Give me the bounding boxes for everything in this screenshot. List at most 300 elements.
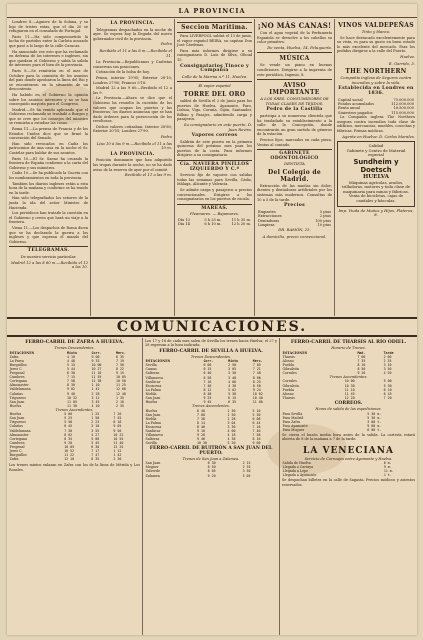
news-paragraph: Han sido revocados en Cadiz los patrocinios de una casa en la noche el Sr. Castelar para hablar de sus asuntos. — [9, 141, 88, 156]
ad-canas-signature: De venta, Huelva, 14, Peluquería. — [267, 44, 332, 50]
table-cell: 10 30 — [344, 383, 355, 388]
column-header: Tarde — [383, 350, 394, 355]
column-ads — [255, 19, 335, 316]
rail-sevilla-up-table — [145, 409, 277, 446]
table-cell: 2 ptas — [319, 214, 331, 219]
table-cell: Niebla — [145, 391, 157, 396]
table-cell: Día 13 — [178, 218, 190, 222]
machinery-ad — [337, 141, 415, 207]
telegram-heading: TELEGRAMAS. — [27, 248, 70, 254]
column-header: ESTACIONES — [9, 350, 35, 355]
machinery-city: HUELVA — [363, 173, 389, 180]
table-cell: 5 15 — [67, 362, 75, 367]
table-cell: 6 h 10 m. — [204, 222, 222, 227]
table-cell: Empastes — [258, 209, 276, 214]
table-cell: 5 30 — [252, 412, 261, 417]
table-cell: 8 48 — [203, 391, 212, 396]
table-cell: 10 27 — [91, 366, 102, 371]
table-cell: 11 10 — [344, 387, 355, 392]
news-paragraph: Viena 11.—Los despachos de Roma dicen que se ha declarado la guerra a los ingleses y que esperan el mando del Gobierno. — [9, 225, 88, 244]
insurance-heading: THE NORTHERN — [345, 68, 407, 76]
steamer-heading: El vapor español — [198, 83, 231, 89]
table-cell: 9 m. — [383, 464, 392, 469]
table-cell: San Juan — [145, 412, 161, 417]
table-cell: 7 00 — [197, 412, 205, 417]
table-cell: 5 00 — [91, 436, 100, 441]
table-cell: Huelva — [145, 408, 158, 413]
table-cell: 5 ptas — [319, 209, 331, 214]
table-cell: 8 05 — [207, 469, 216, 474]
table-cell: Almonaster — [9, 432, 29, 437]
table-cell: 8 16 — [252, 437, 261, 442]
table-cell: 6 30 — [67, 371, 75, 376]
ship-signature: Su consignatario en este puerto, D. Juan Rovira. — [183, 121, 252, 132]
rail-buitron-table — [145, 461, 277, 477]
table-cell: 6 44 — [252, 420, 261, 425]
rail-zafra-sub: Trenes Descendentes. — [54, 346, 95, 351]
table-cell: 6 00 t. — [367, 427, 382, 432]
next-text: Saldrán de este puerto en la primera quincena del próximo mes para los puertos de la costa. Para informes dirigirse a su consignatario. — [177, 139, 252, 158]
table-cell: 10 50 — [115, 379, 126, 384]
veneciana-note: Se despachan billetes en la calle de Sagasta. Precios módicos y asientos reservados. — [282, 478, 415, 487]
table-cell: 8 14 — [197, 420, 205, 425]
mareas-heading: MAREAS. — [201, 205, 228, 211]
table-cell: 12 25 — [113, 444, 124, 449]
next-heading: Vapores correos — [191, 133, 238, 139]
table-cell: Corrales — [282, 371, 297, 376]
table-cell: 7 40 — [203, 383, 212, 388]
column-header: Mixto — [228, 359, 239, 364]
column-maritime — [175, 19, 255, 316]
table-cell: 8 30 — [67, 383, 75, 388]
table-cell: 7 19 — [115, 358, 124, 363]
table-cell: 11 22 — [64, 453, 75, 458]
post-sub: Horas de salida de las expediciones. — [315, 407, 382, 412]
table-cell: 8 46 — [197, 424, 205, 429]
post-heading: CORREOS. — [334, 400, 363, 406]
rail-sevilla-column — [143, 338, 280, 635]
table-cell: Corrales — [282, 379, 297, 384]
table-cell: Calañas — [9, 391, 23, 396]
prices-heading: Precios — [283, 203, 306, 209]
vinos-subheading: Tinto y blanco. — [361, 29, 391, 34]
table-cell: 10 05 — [115, 375, 126, 380]
table-cell: 12 00 — [115, 387, 126, 392]
table-cell: Día 14 — [178, 222, 190, 227]
table-cell: Tharsis — [282, 354, 295, 359]
table-cell: Camas — [145, 367, 157, 372]
table-cell: 10 00 — [91, 362, 102, 367]
table-cell: 4 00 — [227, 428, 236, 433]
divider — [177, 204, 252, 205]
column-header: Corr. — [91, 350, 102, 355]
news-paragraph: Paris 11.—Ha sido comprometido la lucha de partidos entre la Carlota acusado que pasó a lo largo de la calle Caracas. — [9, 34, 88, 48]
table-cell: 2 23 — [91, 420, 100, 425]
table-cell: 5 38 — [228, 391, 237, 396]
column-telegrams — [91, 19, 175, 316]
table-cell: Salteras — [145, 371, 160, 376]
table-cell: 8 10 — [357, 362, 366, 367]
column-header: Merc. — [115, 350, 126, 355]
table-cell: La Palma — [145, 387, 161, 392]
table-cell: 11 00 — [252, 400, 263, 405]
table-cell: 2 50 — [228, 363, 237, 368]
table-cell: 5 25 — [64, 416, 73, 421]
table-cell: 3 00 t. — [367, 419, 382, 424]
table-cell: Burguillos — [9, 453, 27, 458]
news-paragraph: Paris 10.—El Sr. Saenz ha cruzado la frontera de España conforme a la carta del Gobierno y sus ministros. — [9, 156, 88, 170]
divider — [177, 81, 252, 82]
rail-zafra-column — [7, 338, 143, 635]
table-cell: Fregenal — [9, 444, 25, 449]
column-news — [7, 19, 91, 316]
table-cell: 2 00 — [383, 354, 392, 359]
table-cell: 7 16 — [203, 379, 212, 384]
table-cell: Salida de Huelva — [282, 460, 311, 465]
table-cell: San Juan — [145, 461, 161, 466]
table-cell: Escacena — [145, 383, 162, 388]
table-cell: 1 10 — [91, 383, 100, 388]
table-cell: 9 20 — [207, 473, 216, 478]
table-cell: 11 m. — [383, 469, 394, 474]
table-cell: Para Ayamonte — [282, 423, 308, 428]
table-cell: 3 30 — [228, 371, 237, 376]
table-cell: 10 22 — [113, 432, 124, 437]
tail-text: Posición dominante que han adquirido las tropas durante la noche, no se ha dado aviso de la reserva de ayer por el comité. — [93, 158, 172, 172]
table-cell: 112.000.000 — [391, 101, 414, 106]
table-cell: 6 30 — [207, 461, 216, 466]
table-cell: 2 15 — [242, 461, 251, 466]
table-cell: Trigueros — [9, 420, 26, 425]
table-cell: 115.000.000 — [391, 110, 414, 115]
table-cell: 2 10 — [115, 399, 124, 404]
newspaper-page — [7, 4, 417, 635]
telegram-text: De nuestro servicio particular. — [20, 254, 77, 259]
table-cell: 8 12 — [203, 387, 212, 392]
table-cell: 12 38 — [91, 379, 102, 384]
table-cell: 2 35 — [242, 465, 251, 470]
table-cell: 3 48 — [228, 375, 237, 380]
table-cell: 5 30 — [383, 383, 392, 388]
table-cell: 9 48 — [67, 391, 75, 396]
machinery-text: Máquinas agrícolas, arados, trilladoras, motores y toda clase de maquinaria para minas y fábricas. — [341, 179, 411, 194]
table-cell: 5 44 — [67, 366, 75, 371]
table-cell: 3 05 — [228, 367, 237, 372]
rail-tharsis-heading: FERRO-CARRIL DE THARSIS AL RÍO ODIEL. — [290, 340, 407, 345]
table-cell: Niebla — [145, 416, 157, 421]
table-cell: 7 45 — [113, 416, 122, 421]
rail-tharsis-column — [280, 338, 417, 635]
table-cell: Zafra — [9, 354, 19, 359]
telegram-paragraph: Madrid 12 a las 9 60.—Recibido el 12 a las 9. — [93, 86, 172, 95]
maritime-para-1: Para LIVERPOOL saldrá el 13 de junio, el vapor español BEIRA, su capitan Don José Cárdenas. — [177, 34, 252, 48]
table-cell: 10 00 — [344, 379, 355, 384]
news-paragraph: Roma 11.—La prensa de Francia y de los Estados Unidos dice que se firmó la convención del Senado. — [9, 127, 88, 141]
signature-3: Pedro — [160, 134, 172, 140]
table-cell: 10 30 — [197, 441, 207, 446]
timetable-row — [145, 474, 277, 478]
table-cell: 1 42 — [91, 387, 100, 392]
company-text-2: Se admite carga y pasajeros a precios convencionales. Dirigirse a los consignatarios en los puertos de escala. — [177, 188, 252, 202]
table-cell: 9 05 — [113, 424, 122, 429]
table-cell: Puebla — [282, 387, 294, 392]
prices-table — [257, 210, 332, 228]
intro-heading: LA PROVINCIA. — [110, 21, 155, 26]
table-cell: 7 40 — [252, 428, 261, 433]
table-cell: Valdelamusa — [9, 387, 31, 392]
vinos-text: Se hace destacado excelentemente para su vista, es para su gusto en buen estado lo más excelente del mercado. Para los pedidos dirigirse a la calle del Puerto. — [337, 35, 415, 54]
table-cell: 4 18 — [227, 433, 236, 438]
vinos-heading: VINOS VALDEPEÑAS — [338, 22, 414, 29]
notice-subheading: A LOS SRES. CONSUMIDORES DE TODAS CLASES DE TEJIDOS. — [260, 96, 329, 106]
table-cell: 9 50 — [113, 428, 122, 433]
rail-buitron-heading: FERRO-CARRIL DE BUITRÓN A SAN JUAN DEL PUERTO. — [149, 446, 273, 456]
table-cell: Sanlúcar — [145, 428, 161, 433]
ship-text: saldrá de Sevilla el 2 de Junio para los puertos de Huelva, Ayamonte, Faro, Lisboa, Vigo, Coruña, Gijón, Santander, Bilbao y Pasajes, admitiendo carga y pasajeros. — [177, 98, 252, 122]
veneciana-sub: Servicio de Carruajes entre Ayamonte y Huelva. — [304, 456, 393, 461]
table-cell: 5 30 m. — [367, 411, 382, 416]
table-cell: 9 33 — [91, 358, 100, 363]
table-cell: 7 21 — [252, 367, 261, 372]
mareas-subheading: Pleamares. — Bajamares. — [189, 211, 240, 217]
table-cell: 7 15 — [67, 375, 75, 380]
signature-1: Pedro — [160, 41, 172, 47]
table-cell: 9 25 — [203, 396, 212, 401]
divider — [257, 79, 332, 80]
ad-canas-heading: ¡NO MÁS CANAS! — [257, 21, 332, 30]
table-cell: Llegada a Cartaya — [282, 464, 314, 469]
table-cell: 11 30 — [67, 403, 77, 408]
intro-text: Telegramas despachados en la noche de ayer. Se espera hoy la llegada del nuevo gobernador civil de la provincia. — [93, 27, 172, 41]
table-cell: 8 50 — [252, 383, 261, 388]
table-cell: Cumbres — [9, 375, 25, 380]
table-cell: 7 38 — [197, 416, 205, 421]
dentist-subheading: DENTISTA — [284, 161, 305, 167]
table-cell: 6 45 — [383, 391, 392, 396]
table-cell: 6 50 — [207, 465, 216, 470]
table-cell: Valverde — [145, 469, 161, 474]
table-cell: Cortegana — [9, 379, 28, 384]
telegram-paragraph: Prima, interior 19'95; Exterior 28'10; Londres 27'80; Francos 5'18. — [93, 75, 172, 85]
table-cell: 12 10 — [64, 457, 75, 462]
divider — [177, 160, 252, 161]
table-cell: 7 58 — [252, 433, 261, 438]
table-cell: 8 22 — [115, 366, 124, 371]
table-cell: 5 20 — [227, 441, 236, 446]
table-cell: 4 30 — [228, 383, 237, 388]
news-paragraph: Han sido telegrafiados los señores de la junta la ida del señor Ministro de Hacienda. — [9, 196, 88, 210]
table-cell: Extracciones — [258, 214, 282, 219]
table-cell: Siniestros pagados — [338, 110, 373, 115]
table-cell: 6 35 — [115, 354, 124, 359]
column-header: Mixto — [67, 350, 77, 355]
table-cell: 9 45 — [203, 400, 212, 405]
rail-tharsis-sub-2: Trenes Ascendentes. — [329, 375, 368, 380]
maritime-heading: Seccion Marítima. — [177, 22, 252, 33]
table-cell: 7 48 — [252, 371, 261, 376]
table-cell: Gibraleón — [282, 383, 299, 388]
table-cell: Sanlúcar — [145, 379, 161, 384]
table-cell: Cumbres — [9, 440, 25, 445]
table-cell: 6 08 — [252, 416, 261, 421]
table-cell: Almonaster — [9, 383, 29, 388]
table-cell: Huelva — [9, 412, 22, 417]
table-cell: 3 50 — [383, 366, 392, 371]
table-cell: Cortegana — [9, 436, 28, 441]
prices-signature: DR. RAMÓN, 25. — [278, 227, 311, 233]
table-cell: 3 10 — [91, 424, 100, 429]
table-cell: 1 50 — [227, 412, 236, 417]
table-cell: 2 28 — [227, 416, 236, 421]
table-cell: 2 30 — [113, 457, 122, 462]
table-cell: 3 36 — [227, 424, 236, 429]
news-paragraph: Ha habido en el Gobierno la opinión sobre los asuntos interiores y no se han conseguido mayoría para el Congreso. — [9, 92, 88, 107]
table-cell: Alosno — [282, 391, 294, 396]
table-cell: 8 06 — [252, 375, 261, 380]
column-header: ESTACIONES — [282, 350, 308, 355]
table-cell: 3 55 — [91, 428, 100, 433]
table-cell: 2 35 — [115, 403, 124, 408]
table-cell: 5 05 — [242, 473, 251, 478]
signature-5: Recibido el 11 a las 9 m. — [124, 172, 172, 178]
column-header: Corr. — [203, 359, 214, 364]
insurance-founded: Establecida en Londres en 1836. — [338, 86, 414, 96]
table-cell: 7 17 — [91, 449, 100, 454]
table-cell: Sevilla — [145, 363, 157, 368]
table-cell: 7 35 — [357, 358, 366, 363]
table-cell: Trigueros — [9, 395, 26, 400]
agency-text: Calle de la Marina n.º 11, Huelva. — [181, 73, 248, 79]
prices-signature-2: A domicilio, precio convencional. — [262, 234, 327, 240]
table-cell: 5 58 — [64, 420, 73, 425]
table-cell: 75.000.000 — [393, 97, 414, 102]
table-cell: 9 02 — [67, 387, 75, 392]
column-commerce — [335, 19, 417, 316]
machinery-ad-top: Calidad — [368, 143, 384, 149]
table-cell: 18.500.000 — [393, 106, 414, 111]
rail-zafra-up-table — [9, 412, 140, 461]
table-cell: 5 h 25 m. — [204, 218, 222, 222]
table-cell: Para Zafra — [282, 419, 301, 424]
rail-sevilla-down-table — [145, 359, 277, 404]
tail-heading: LA PROVINCIA. — [110, 151, 155, 157]
rail-tharsis-sub: Horario de Trenes. — [331, 346, 366, 351]
table-cell: San Juan — [145, 396, 161, 401]
company-heading: Cía. NAVIERA PINILLOS IZQUIERDO Y C.ª — [179, 162, 250, 172]
news-paragraph: Paris 8.—Se remitirán en el mes de Octubre para la comisión de los asuntos del país donde aprobaron la línea del Río y se encontraron en la situación de un descontento. — [9, 68, 88, 92]
table-cell: 2 28 — [91, 391, 100, 396]
table-cell: 1 25 — [91, 412, 100, 417]
table-cell: 1 42 — [113, 453, 122, 458]
table-cell: 4 36 — [227, 437, 236, 442]
table-cell: Llegada a Lepe — [282, 469, 309, 474]
table-cell: Burguillos — [9, 362, 27, 367]
signature-2: Recibido el 11 a las 8 m.—Recibido el 11. — [99, 47, 172, 58]
news-paragraph: Cadiz 10.—Se ha publicado la Gaceta con los nombramientos en toda la provincia. — [9, 171, 88, 180]
insurance-text: La Compañía inglesa The Northern asegura contra incendios toda clase de edificios, mercancías, muebles, cosechas y fábricas. Primas módicas. — [337, 115, 415, 133]
table-cell: 10 02 — [252, 391, 263, 396]
newspaper-title: LA PROVINCIA — [178, 6, 246, 15]
table-cell: Villanueva — [145, 433, 163, 438]
table-cell: Para Madrid — [282, 415, 304, 420]
table-cell: La Palma — [145, 420, 161, 425]
table-cell: 4 10 — [91, 403, 100, 408]
table-cell: 9 20 — [64, 440, 73, 445]
table-cell: Escacena — [145, 424, 162, 429]
table-cell: 5 45 — [91, 440, 100, 445]
table-cell: 7 58 — [67, 379, 75, 384]
ad-canas-text: Con el agua vegetal de la Perfumería Española se devuelve a los cabellos su color primitivo. — [257, 31, 332, 45]
notice-body: participa a su numerosa clientela que ha trasladado su establecimiento a la calle de la Concepción, donde encontrarán un gran surtido de géneros de la estación. — [257, 113, 332, 137]
table-cell: Valdelamusa — [9, 428, 31, 433]
table-cell: 4 10 — [67, 354, 75, 359]
table-cell: 7 16 — [252, 424, 261, 429]
post-table — [282, 412, 415, 432]
table-cell: 7 30 — [64, 428, 73, 433]
table-cell: 11 45 — [344, 391, 355, 396]
news-paragraph: Ha anunciado ese esto que ha reclamado en defensa de los intereses e ingleses, sin que quedara el Gobierno y sabía la salida de intereses para el bien de la provincia. — [9, 49, 88, 68]
rail-tharsis-down-table — [282, 351, 415, 376]
table-cell: Huelva — [9, 403, 22, 408]
table-cell: 9 24 — [252, 387, 261, 392]
divider — [257, 149, 332, 150]
table-cell: 8 25 — [252, 379, 261, 384]
news-paragraphs — [9, 20, 88, 244]
table-cell: Salteras — [145, 437, 160, 442]
table-cell: Sevilla — [145, 441, 157, 446]
telegram-body — [93, 60, 172, 134]
table-cell: 3 04 — [227, 420, 236, 425]
table-cell: 2 35 — [383, 358, 392, 363]
rail-sevilla-note: Los 17 y 18 de cada mes salen de Sevilla los trenes hacia Huelva; el 27 y 28 regresan a la hora indicada. — [145, 339, 277, 348]
table-cell: 6 45 — [64, 424, 73, 429]
table-cell: 6 35 — [228, 400, 237, 405]
signature-4: Lisa 10 á las 9 m.—Recibido el 11 a las 10 m. — [96, 140, 172, 151]
dentist-heading: GABINETE ODONTOLÓGICO — [270, 151, 319, 161]
table-cell: San Juan — [9, 399, 25, 404]
rail-buitron-sub: Trenes de San Juan a Zalamea. — [182, 456, 240, 461]
table-cell: Villanueva — [145, 375, 163, 380]
table-cell: 4 20 — [383, 371, 392, 376]
music-heading: MÚSICA — [279, 55, 310, 63]
timetable-row — [282, 396, 415, 400]
table-cell: Para Sevilla — [282, 411, 303, 416]
ship-name: TORRE DEL ORO — [183, 90, 246, 98]
table-cell: 3 10 — [383, 362, 392, 367]
machinery-brand: Sundheim y Doetsch — [353, 157, 399, 174]
table-cell: 9 00 m. — [367, 423, 382, 428]
music-text: Se vende un piano en buenas condiciones. Dirigirse a la imprenta de este periódico, Ingenio, 8. — [257, 63, 332, 77]
vinos-signature-2: E. Garrido, 3. — [388, 60, 415, 66]
rail-zafra-note: Los trenes mixtos enlazan en Zafra con los de la línea de Mérida y Los Rosales. — [9, 463, 140, 472]
telegram-signature: Madrid 12 a las 8 60 m.—Recibido el 12 a las 10. — [10, 259, 88, 270]
insurance-subheading: Compañía inglesa de Seguros contra incendios y sobre la vida. — [340, 75, 412, 85]
table-cell: 11 40 — [113, 440, 124, 445]
table-cell: 3 50 — [242, 469, 251, 474]
table-cell: Para Moguer — [282, 427, 305, 432]
table-cell: 9 10 — [197, 428, 205, 433]
table-cell: Calañas — [9, 424, 23, 429]
table-cell: 9 00 — [91, 354, 100, 359]
table-cell: 6 40 — [197, 408, 205, 413]
timetable-row — [9, 457, 140, 461]
table-cell: Renta anual — [338, 106, 360, 111]
table-cell: 5 00 — [383, 379, 392, 384]
table-cell: Tharsis — [282, 395, 295, 400]
table-cell: 12 20 — [344, 395, 355, 400]
table-cell: 11 05 — [67, 399, 77, 404]
insurance-table — [337, 98, 415, 116]
